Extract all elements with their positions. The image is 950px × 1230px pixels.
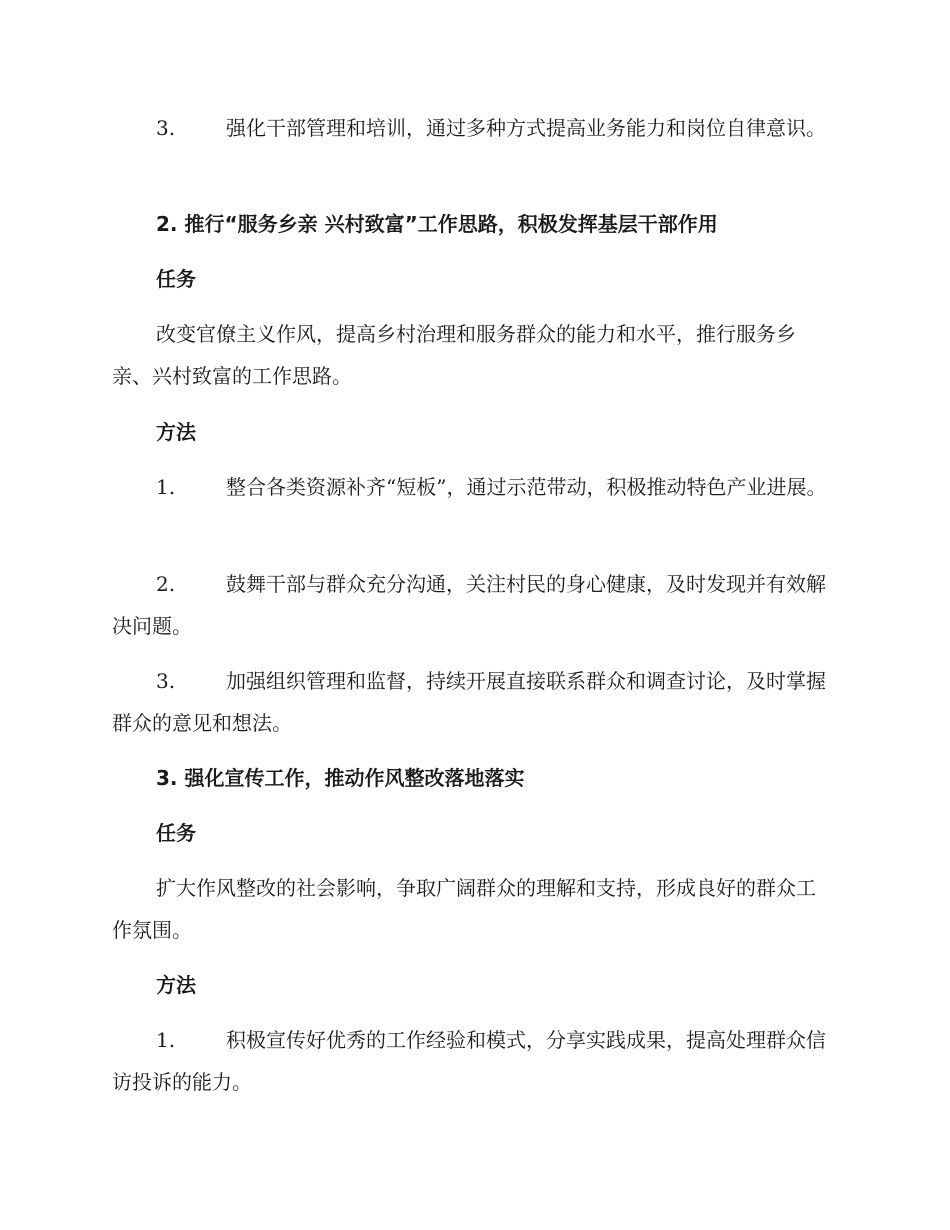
list-text: 强化干部管理和培训，通过多种方式提高业务能力和岗位自律意识。 xyxy=(226,116,826,140)
list-item xyxy=(112,466,834,508)
list-item xyxy=(112,563,834,647)
list-text: 整合各类资源补齐“短板”，通过示范带动，积极推动特色产业进展。 xyxy=(226,475,827,499)
list-text: 加强组织管理和监督，持续开展直接联系群众和调查讨论，及时掌握群众的意见和想法。 xyxy=(112,669,826,735)
list-text: 鼓舞干部与群众充分沟通，关注村民的身心健康，及时发现并有效解决问题。 xyxy=(112,572,826,638)
section-heading: 2. 推行“服务乡亲 兴村致富”工作思路，积极发挥基层干部作用 xyxy=(156,212,718,236)
method-label: 方法 xyxy=(156,420,196,444)
list-number: 3. xyxy=(156,116,176,140)
list-item xyxy=(112,1019,834,1103)
list-number: 1. xyxy=(156,1028,176,1052)
task-paragraph: 改变官僚主义作风，提高乡村治理和服务群众的能力和水平，推行服务乡亲、兴村致富的工作思路。 xyxy=(112,322,796,388)
list-text: 积极宣传好优秀的工作经验和模式，分享实践成果，提高处理群众信访投诉的能力。 xyxy=(112,1028,826,1094)
list-item xyxy=(112,107,834,149)
method-label: 方法 xyxy=(156,973,196,997)
section-heading: 3. 强化宣传工作，推动作风整改落地落实 xyxy=(156,766,525,790)
task-label: 任务 xyxy=(156,821,196,845)
list-number: 1. xyxy=(156,475,176,499)
task-paragraph: 扩大作风整改的社会影响，争取广阔群众的理解和支持，形成良好的群众工作氛围。 xyxy=(112,876,816,942)
list-number: 2. xyxy=(156,572,176,596)
task-label: 任务 xyxy=(156,267,196,291)
list-number: 3. xyxy=(156,669,176,693)
list-item xyxy=(112,660,834,744)
